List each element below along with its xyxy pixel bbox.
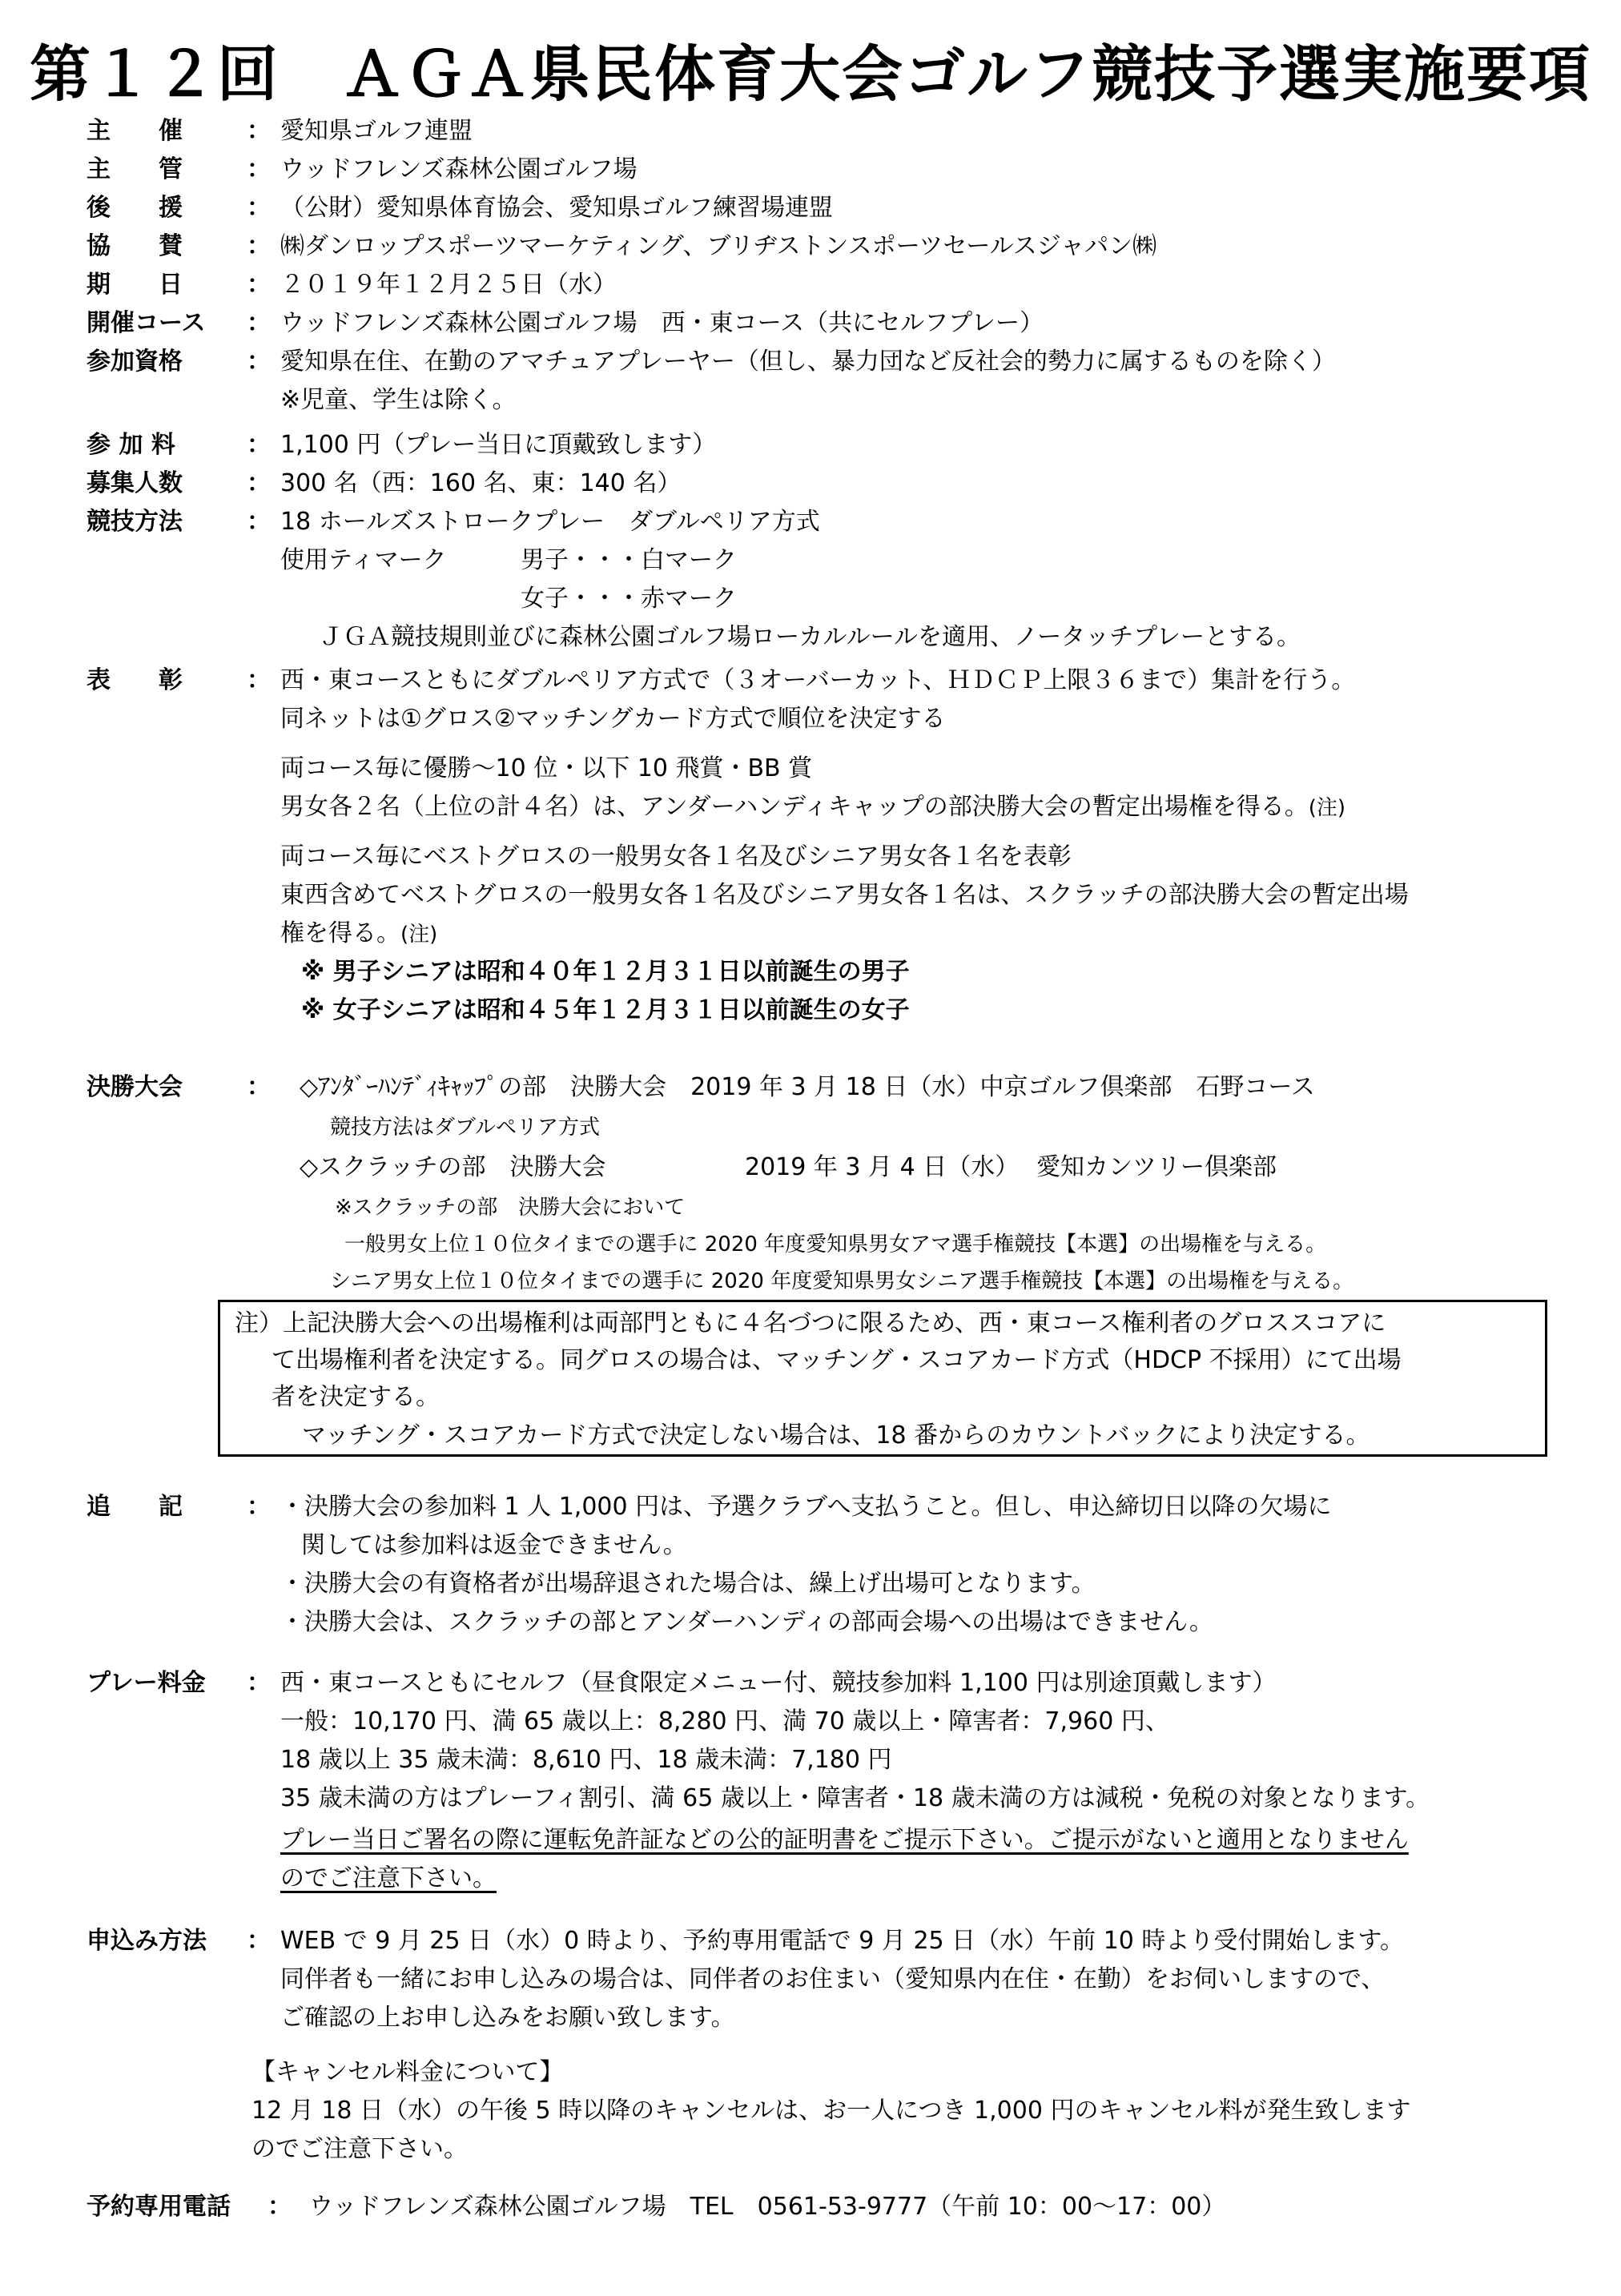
notice-line: て出場権利者を決定する。同グロスの場合は、マッチング・スコアカード方式（HDCP 不採用）にて出場 xyxy=(272,1346,1402,1374)
item-value: ㈱ダンロップスポーツマーケティング、ブリヂストンスポーツセールスジャパン㈱ xyxy=(280,232,1157,260)
item-method xyxy=(86,503,1573,663)
senior-men-note: ※ 男子シニアは昭和４０年１２月３１日以前誕生の男子 xyxy=(301,958,910,986)
item-label: 競技方法 xyxy=(86,508,183,536)
colon: ： xyxy=(247,155,271,183)
item-value: ２０１９年１２月２５日（水） xyxy=(280,271,617,299)
colon: ： xyxy=(247,469,271,497)
play-fee-line: 一般：10,170 円、満 65 歳以上：8,280 円、満 70 歳以上・障害者：7,960 円、 xyxy=(280,1707,1169,1735)
awards-text: 権を得る。 xyxy=(280,919,400,947)
tee-label: 使用ティマーク xyxy=(280,546,447,574)
item-value: ウッドフレンズ森林公園ゴルフ場 西・東コース（共にセルフプレー） xyxy=(280,309,1044,337)
play-fee-warning: のでご注意下さい。 xyxy=(280,1864,497,1892)
item-label: 主 催 xyxy=(86,117,183,145)
notice-line: 者を決定する。 xyxy=(272,1383,440,1411)
awards-line: 同ネットは①グロス②マッチングカード方式で順位を決定する xyxy=(280,705,946,733)
colon: ： xyxy=(247,1493,271,1521)
finals-general: 一般男女上位１０位タイまでの選手に 2020 年度愛知県男女アマ選手権競技【本選】の出場権を与える。 xyxy=(344,1232,1327,1257)
finals-scratch-venue: 愛知カンツリー倶楽部 xyxy=(1036,1153,1277,1181)
note-mark: (注) xyxy=(1308,796,1345,820)
item-label: 主 管 xyxy=(86,155,183,183)
play-fee-line: 西・東コースともにセルフ（昼食限定メニュー付、競技参加料 1,100 円は別途頂戴します） xyxy=(280,1669,1277,1697)
awards-line xyxy=(280,788,1345,827)
awards-line: 東西含めてベストグロスの一般男女各１名及びシニア男女各１名は、スクラッチの部決勝大会の暫定出場 xyxy=(280,881,1409,909)
senior-women-note: ※ 女子シニアは昭和４５年１２月３１日以前誕生の女子 xyxy=(301,996,910,1024)
page-title: 第１２回 ＡＧＡ県民体育大会ゴルフ競技予選実施要項 xyxy=(30,38,1591,110)
item-awards xyxy=(86,661,1573,1038)
item-value: ウッドフレンズ森林公園ゴルフ場 xyxy=(280,155,638,183)
item-finals xyxy=(86,1068,1573,1301)
addendum-line: ・決勝大会の参加料 1 人 1,000 円は、予選クラブへ支払うこと。但し、申込締切日以降の欠場に xyxy=(280,1493,1332,1521)
item-label: 予約専用電話 xyxy=(86,2193,231,2221)
finals-scratch-note: ※スクラッチの部 決勝大会において xyxy=(335,1196,686,1220)
colon: ： xyxy=(247,1073,271,1101)
play-fee-line: 35 歳未満の方はプレーフィ割引、満 65 歳以上・障害者・18 歳未満の方は減税・免税の対象となります。 xyxy=(280,1784,1430,1812)
colon: ： xyxy=(247,431,271,459)
notice-line: 注）上記決勝大会への出場権利は両部門ともに４名づつに限るため、西・東コース権利者のグロススコアに xyxy=(235,1309,1386,1337)
application-line: 同伴者も一緒にお申し込みの場合は、同伴者のお住まい（愛知県内在住・在勤）をお伺いしますので、 xyxy=(280,1965,1386,1993)
colon: ： xyxy=(247,117,271,145)
colon: ： xyxy=(247,194,271,222)
item-value: 愛知県在住、在勤のアマチュアプレーヤー（但し、暴力団など反社会的勢力に属するものを除く） xyxy=(280,348,1336,376)
item-label: 期 日 xyxy=(86,271,183,299)
application-line: ご確認の上お申し込みをお願い致します。 xyxy=(280,2004,735,2032)
item-label: 協 賛 xyxy=(86,232,183,260)
cancel-title: 【キャンセル料金について】 xyxy=(251,2058,564,2086)
item-value: 愛知県ゴルフ連盟 xyxy=(280,117,473,145)
colon: ： xyxy=(247,666,271,694)
tee-men: 男子・・・白マーク xyxy=(521,546,737,574)
colon: ： xyxy=(247,232,271,260)
awards-line: 両コース毎にベストグロスの一般男女各１名及びシニア男女各１名を表彰 xyxy=(280,842,1072,871)
awards-line xyxy=(280,915,437,954)
item-value: 300 名（西：160 名、東：140 名） xyxy=(280,469,682,497)
application-line: WEB で 9 月 25 日（水）0 時より、予約専用電話で 9 月 25 日（水）午前 10 時より受付開始します。 xyxy=(280,1927,1405,1955)
colon: ： xyxy=(247,1669,271,1697)
notice-line: マッチング・スコアカード方式で決定しない場合は、18 番からのカウントバックにより決定する。 xyxy=(302,1421,1370,1450)
item-label: 追 記 xyxy=(86,1493,183,1521)
note-mark: (注) xyxy=(400,923,438,947)
item-label: プレー料金 xyxy=(86,1669,206,1697)
awards-line: 両コース毎に優勝～10 位・以下 10 飛賞・BB 賞 xyxy=(280,754,813,782)
colon: ： xyxy=(247,1927,271,1955)
cancel-line: のでご注意下さい。 xyxy=(251,2135,468,2163)
tee-women: 女子・・・赤マーク xyxy=(521,585,737,613)
eligibility-note: ※児童、学生は除く。 xyxy=(280,386,517,414)
item-addendum xyxy=(86,1488,1573,1648)
rules-text: ＪＧＡ競技規則並びに森林公園ゴルフ場ローカルルールを適用、ノータッチプレーとする。 xyxy=(319,623,1301,651)
item-play-fee xyxy=(86,1664,1573,1904)
item-label: 開催コース xyxy=(86,309,206,337)
colon: ： xyxy=(267,2193,292,2221)
awards-line: 西・東コースともにダブルペリア方式で（３オーバーカット、ＨＤＣＰ上限３６まで）集計を行う。 xyxy=(280,666,1356,694)
play-fee-warning: プレー当日ご署名の際に運転免許証などの公的証明書をご提示下さい。ご提示がないと適用となりません xyxy=(280,1826,1409,1854)
finals-under-method: 競技方法はダブルペリア方式 xyxy=(330,1116,600,1140)
item-label: 参加資格 xyxy=(86,348,183,376)
item-label: 決勝大会 xyxy=(86,1073,183,1101)
awards-text: 男女各２名（上位の計４名）は、アンダーハンディキャップの部決勝大会の暫定出場権を得る。 xyxy=(280,793,1309,821)
item-value: 18 ホールズストロークプレー ダブルペリア方式 xyxy=(280,508,820,536)
item-value: （公財）愛知県体育協会、愛知県ゴルフ練習場連盟 xyxy=(280,194,833,222)
colon: ： xyxy=(247,309,271,337)
finals-senior: シニア男女上位１０位タイまでの選手に 2020 年度愛知県男女シニア選手権競技【本選】の出場権を与える。 xyxy=(330,1269,1354,1293)
colon: ： xyxy=(247,271,271,299)
item-label: 表 彰 xyxy=(86,666,183,694)
play-fee-line: 18 歳以上 35 歳未満：8,610 円、18 歳未満：7,180 円 xyxy=(280,1746,892,1774)
cancel-line: 12 月 18 日（水）の午後 5 時以降のキャンセルは、お一人につき 1,000 円のキャンセル料が発生致します xyxy=(251,2097,1411,2125)
addendum-line: 関しては参加料は返金できません。 xyxy=(301,1531,687,1559)
item-label: 申込み方法 xyxy=(86,1927,207,1955)
colon: ： xyxy=(247,348,271,376)
finals-scratch-head: ◇スクラッチの部 決勝大会 xyxy=(300,1153,606,1181)
colon: ： xyxy=(247,508,271,536)
phone-value: ウッドフレンズ森林公園ゴルフ場 TEL 0561-53-9777（午前 10：00～17：00） xyxy=(309,2193,1226,2221)
notice-box xyxy=(218,1300,1547,1457)
finals-scratch-date: 2019 年 3 月 4 日（水） xyxy=(745,1153,1020,1181)
item-label: 後 援 xyxy=(86,194,183,222)
item-label: 募集人数 xyxy=(86,469,183,497)
item-application xyxy=(86,1922,1573,2194)
item-label: 参 加 料 xyxy=(86,431,175,459)
addendum-line: ・決勝大会の有資格者が出場辞退された場合は、繰上げ出場可となります。 xyxy=(280,1570,1096,1598)
addendum-line: ・決勝大会は、スクラッチの部とアンダーハンディの部両会場への出場はできません。 xyxy=(280,1608,1213,1636)
item-value: 1,100 円（プレー当日に頂戴致します） xyxy=(280,431,717,459)
finals-under: ◇ｱﾝﾀﾞｰﾊﾝﾃﾞｨｷｬｯﾌﾟの部 決勝大会 2019 年 3 月 18 日（水）中京ゴルフ倶楽部 石野コース xyxy=(300,1073,1315,1101)
